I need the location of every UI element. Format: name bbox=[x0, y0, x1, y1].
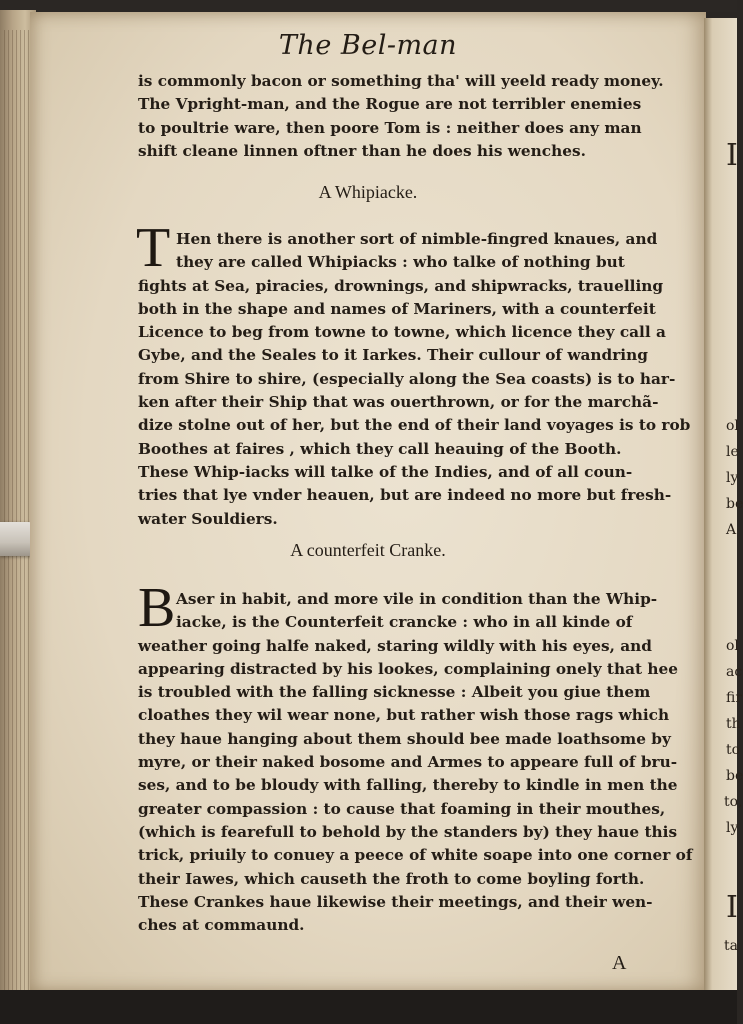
text-line: Aser in habit, and more vile in condition than the Whip- bbox=[176, 590, 658, 608]
facing-page-fragment: th bbox=[726, 716, 741, 732]
text-line: water Souldiers. bbox=[138, 509, 278, 528]
text-line: shift cleane linnen oftner than he does his wenches. bbox=[138, 141, 586, 160]
text-line: dize stolne out of her, but the end of their land voyages is to rob bbox=[138, 416, 691, 435]
text-line: weather going halfe naked, staring wildly with his eyes, and bbox=[138, 636, 652, 655]
text-line: myre, or their naked bosome and Armes to appeare full of bru- bbox=[138, 753, 678, 772]
facing-page-edge bbox=[704, 18, 743, 993]
intro-paragraph bbox=[138, 70, 670, 163]
facing-page-fragment: ol bbox=[726, 638, 739, 654]
text-line: greater compassion : to cause that foaming in their mouthes, bbox=[138, 799, 666, 818]
text-line: The Vpright-man, and the Rogue are not terribler enemies bbox=[138, 95, 642, 114]
cranke-paragraph bbox=[138, 635, 693, 938]
facing-page-fragment: ol bbox=[726, 418, 739, 434]
text-line: their Iawes, which causeth the froth to come boyling forth. bbox=[138, 869, 645, 888]
text-line: cloathes they wil wear none, but rather wish those rags which bbox=[138, 706, 670, 725]
text-line: iacke, is the Counterfeit crancke : who in all kinde of bbox=[176, 613, 633, 632]
text-line: Boothes at faires , which they call heauing of the Booth. bbox=[138, 439, 622, 458]
facing-page-fragment: I bbox=[726, 890, 738, 925]
page-stack bbox=[4, 30, 32, 990]
text-line: ches at commaund. bbox=[138, 916, 305, 935]
facing-page-fragment: be bbox=[726, 496, 743, 512]
text-line: Licence to beg from towne to towne, which licence they call a bbox=[138, 323, 666, 342]
text-line: is troubled with the falling sicknesse : Albeit you giue them bbox=[138, 683, 651, 702]
top-edge bbox=[0, 0, 737, 12]
drop-cap: B bbox=[138, 577, 176, 639]
book-page bbox=[30, 12, 706, 992]
facing-page-fragment: ly bbox=[726, 470, 739, 486]
section-heading-cranke: A counterfeit Cranke. bbox=[290, 540, 446, 560]
text-line: is commonly bacon or something tha' will yeeld ready money. bbox=[138, 72, 664, 90]
bottom-edge bbox=[0, 990, 737, 1024]
text-line: ses, and to be bloudy with falling, thereby to kindle in men the bbox=[138, 776, 678, 795]
facing-page-fragment: ly bbox=[726, 820, 739, 836]
text-line: they are called Whipiacks : who talke of nothing but bbox=[176, 253, 625, 272]
section-heading-whipiacke: A Whipiacke. bbox=[318, 182, 418, 202]
facing-page-fragment: I bbox=[726, 138, 738, 173]
text-line: These Crankes haue likewise their meetings, and their wen- bbox=[138, 892, 653, 911]
text-line: appearing distracted by his lookes, complaining onely that hee bbox=[138, 659, 679, 678]
facing-page-fragment: to bbox=[726, 742, 741, 758]
facing-page-fragment: be bbox=[726, 768, 743, 784]
facing-page-fragment: A bbox=[726, 522, 737, 538]
facing-page-fragment: fir bbox=[726, 690, 743, 706]
signature-mark: A bbox=[612, 952, 627, 974]
facing-page-fragment: ta bbox=[724, 938, 738, 954]
text-line: Hen there is another sort of nimble-fingred knaues, and bbox=[176, 230, 658, 248]
text-line: ken after their Ship that was ouerthrown, or for the marchã- bbox=[138, 393, 659, 412]
running-head: The Bel-man bbox=[278, 30, 458, 61]
cranke-paragraph-indented bbox=[176, 588, 670, 635]
text-line: to poultrie ware, then poore Tom is : neither does any man bbox=[138, 118, 642, 137]
whipiacke-paragraph-indented bbox=[176, 228, 670, 275]
text-line: they haue hanging about them should bee made loathsome by bbox=[138, 729, 671, 748]
text-line: from Shire to shire, (especially along the Sea coasts) is to har- bbox=[138, 369, 676, 388]
text-line: These Whip-iacks will talke of the Indies, and of all coun- bbox=[138, 462, 633, 481]
text-line: both in the shape and names of Mariners, with a counterfeit bbox=[138, 299, 656, 318]
text-line: Gybe, and the Seales to it Iarkes. Their cullour of wandring bbox=[138, 346, 648, 365]
drop-cap: T bbox=[136, 217, 171, 279]
text-line: tries that lye vnder heauen, but are indeed no more but fresh- bbox=[138, 486, 672, 505]
text-line: fights at Sea, piracies, drownings, and shipwracks, trauelling bbox=[138, 276, 664, 295]
text-line: (which is fearefull to behold by the standers by) they haue this bbox=[138, 822, 678, 841]
whipiacke-paragraph bbox=[138, 275, 691, 531]
facing-page-fragment: ac bbox=[726, 664, 743, 680]
facing-page-fragment: le bbox=[726, 444, 739, 460]
facing-page-fragment: to, bbox=[724, 794, 743, 810]
text-line: trick, priuily to conuey a peece of white soape into one corner of bbox=[138, 846, 693, 865]
